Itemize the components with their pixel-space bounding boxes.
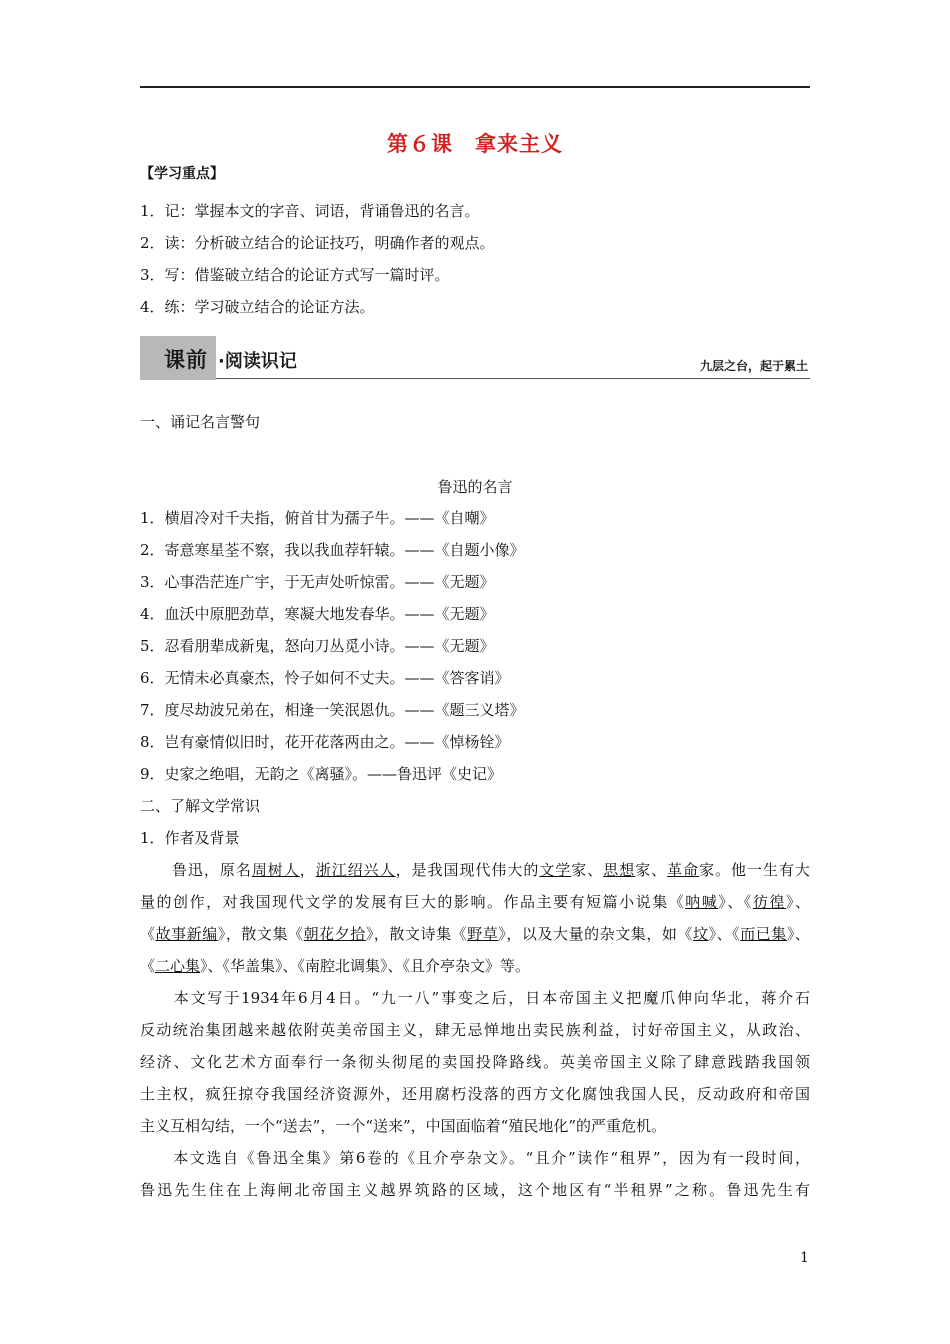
background-line-2: 反动统治集团越来越依附英美帝国主义，肆无忌惮地出卖民族利益，讨好帝国主义，从政治、 — [140, 1021, 810, 1039]
author-line-4: 《二心集》、《华盖集》、《南腔北调集》、《且介亭杂文》等。 — [140, 957, 531, 975]
page-number: 1 — [800, 1250, 809, 1266]
quote-1: 1．横眉冷对千夫指，俯首甘为孺子牛。——《自嘲》 — [140, 509, 495, 527]
study-heading: 【学习重点】 — [140, 166, 224, 182]
study-point-4: 4．练：学习破立结合的论证方法。 — [140, 298, 375, 316]
quote-3: 3．心事浩茫连广宇，于无声处听惊雷。——《无题》 — [140, 573, 495, 591]
section2-heading: 二、了解文学常识 — [140, 797, 261, 815]
background-line-5: 主义互相勾结，一个“送去”，一个“送来”，中国面临着“殖民地化”的严重危机。 — [140, 1117, 667, 1135]
author-line-1: 鲁迅，原名周树人，浙江绍兴人，是我国现代伟大的文学家、思想家、革命家。他一生有大 — [140, 861, 810, 879]
study-point-3: 3．写：借鉴破立结合的论证方式写一篇时评。 — [140, 266, 450, 284]
header-rule — [140, 86, 810, 88]
quote-5: 5．忍看朋辈成新鬼，怒向刀丛觅小诗。——《无题》 — [140, 637, 495, 655]
quote-2: 2．寄意寒星荃不察，我以我血荐轩辕。——《自题小像》 — [140, 541, 525, 559]
lesson-title: 第６课 拿来主义 — [387, 132, 563, 156]
subheading-author: 1．作者及背景 — [140, 829, 240, 847]
author-line-2: 量的创作，对我国现代文学的发展有巨大的影响。作品主要有短篇小说集《呐喊》、《彷徨》、 — [140, 893, 810, 911]
banner-title: 课前 — [164, 348, 208, 372]
source-line-2: 鲁迅先生住在上海闸北帝国主义越界筑路的区域，这个地区有“半租界”之称。鲁迅先生有 — [140, 1181, 810, 1199]
quote-7: 7．度尽劫波兄弟在，相逢一笑泯恩仇。——《题三义塔》 — [140, 701, 525, 719]
section-banner — [140, 336, 810, 380]
quotes-title: 鲁迅的名言 — [437, 478, 513, 496]
source-line-1: 本文选自《鲁迅全集》第6卷的《且介亭杂文》。“且介”读作“租界”，因为有一段时间， — [140, 1149, 810, 1167]
background-line-1: 本文写于1934年6月4日。“九一八”事变之后，日本帝国主义把魔爪伸向华北，蒋介石 — [140, 989, 810, 1007]
quote-9: 9．史家之绝唱，无韵之《离骚》。——鲁迅评《史记》 — [140, 765, 503, 783]
quote-8: 8．岂有豪情似旧时，花开花落两由之。——《悼杨铨》 — [140, 733, 510, 751]
author-paragraph — [140, 854, 810, 982]
banner-motto: 九层之台，起于累土 — [699, 359, 808, 373]
banner-subtitle: ·阅读识记 — [218, 351, 297, 372]
background-line-3: 经济、文化艺术方面奉行一条彻头彻尾的卖国投降路线。英美帝国主义除了肆意践踏我国领 — [140, 1053, 810, 1071]
study-point-2: 2．读：分析破立结合的论证技巧，明确作者的观点。 — [140, 234, 495, 252]
quote-6: 6．无情未必真豪杰，怜子如何不丈夫。——《答客诮》 — [140, 669, 510, 687]
quote-4: 4．血沃中原肥劲草，寒凝大地发春华。——《无题》 — [140, 605, 495, 623]
banner-underline — [216, 378, 810, 379]
source-paragraph — [140, 1142, 810, 1206]
background-line-4: 土主权，疯狂掠夺我国经济资源外，还用腐朽没落的西方文化腐蚀我国人民，反动政府和帝国 — [140, 1085, 810, 1103]
study-point-1: 1．记：掌握本文的字音、词语，背诵鲁迅的名言。 — [140, 202, 480, 220]
background-paragraph — [140, 982, 810, 1142]
section1-heading: 一、诵记名言警句 — [140, 413, 261, 431]
author-line-3: 《故事新编》，散文集《朝花夕拾》，散文诗集《野草》，以及大量的杂文集，如《坟》、《而已集》、 — [140, 925, 810, 943]
